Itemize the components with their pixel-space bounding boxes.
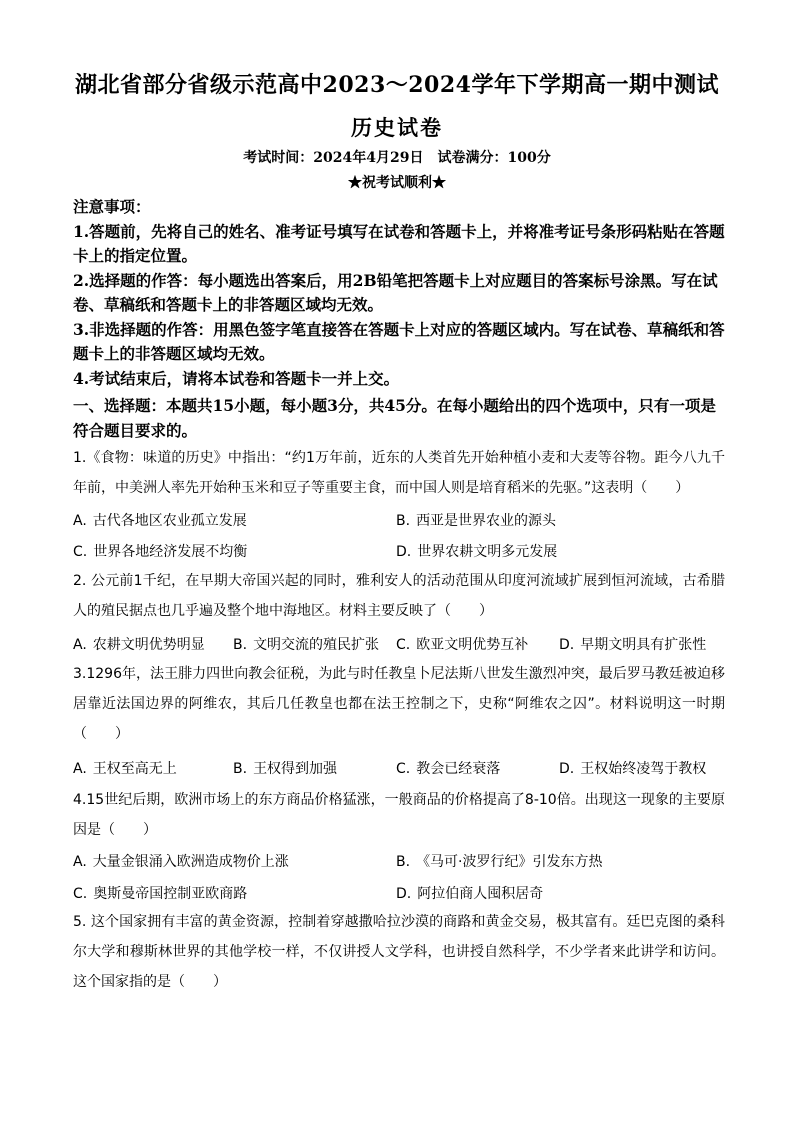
option-letter: C. xyxy=(73,544,88,560)
option-text: 王权得到加强 xyxy=(253,761,338,777)
option-text: 王权至高无上 xyxy=(92,761,177,777)
option-text: 农耕文明优势明显 xyxy=(92,637,205,653)
option-b xyxy=(233,758,337,778)
option-c xyxy=(73,883,247,903)
option-letter: D. xyxy=(396,886,412,902)
option-a xyxy=(73,510,247,530)
option-letter: C. xyxy=(396,637,411,653)
option-letter: A. xyxy=(73,637,87,653)
option-text: 西亚是世界农业的源头 xyxy=(416,513,557,529)
option-text: 奥斯曼帝国控制亚欧商路 xyxy=(93,886,248,902)
exam-title: 湖北省部分省级示范高中2023～2024学年下学期高一期中测试 xyxy=(75,72,719,98)
notes-heading: 注意事项： xyxy=(73,197,151,216)
question-1-stem: 1.《食物：味道的历史》中指出：“约1万年前，近东的人类首先开始种植小麦和大麦等谷物。距今八九千年前，中美洲人率先开始种玉米和豆子等重要主食，而中国人则是培育稻米的先驱。”这表明（ ） xyxy=(73,450,725,496)
option-d xyxy=(559,758,706,778)
option-letter: B. xyxy=(233,761,248,777)
option-letter: A. xyxy=(73,513,87,529)
option-d xyxy=(559,634,706,654)
option-c xyxy=(396,758,500,778)
blessing-line: ★祝考试顺利★ xyxy=(348,175,446,191)
exam-info: 考试时间：2024年4月29日 试卷满分：100分 xyxy=(243,150,551,166)
option-letter: C. xyxy=(396,761,411,777)
option-a xyxy=(73,634,205,654)
subject-title: 历史试卷 xyxy=(351,115,443,140)
note-item: 4.考试结束后，请将本试卷和答题卡一并上交。 xyxy=(73,368,400,388)
section-heading: 一、选择题：本题共15小题，每小题3分，共45分。在每小题给出的四个选项中，只有一项是符合题目要求的。 xyxy=(73,396,716,440)
option-text: 《马可·波罗行纪》引发东方热 xyxy=(416,854,603,870)
question-2-stem: 2. 公元前1千纪，在早期大帝国兴起的同时，雅利安人的活动范围从印度河流域扩展到恒河流域，古希腊人的殖民据点也几乎遍及整个地中海地区。材料主要反映了（ ） xyxy=(73,573,725,619)
option-text: 早期文明具有扩张性 xyxy=(580,637,707,653)
option-a xyxy=(73,758,177,778)
option-letter: D. xyxy=(559,761,575,777)
option-letter: D. xyxy=(559,637,575,653)
option-a xyxy=(73,851,289,871)
note-item: 2.选择题的作答：每小题选出答案后，用2B铅笔把答题卡上对应题目的答案标号涂黑。写在试卷、草稿纸和答题卡上的非答题区域均无效。 xyxy=(73,270,718,314)
option-text: 阿拉伯商人囤积居奇 xyxy=(417,886,544,902)
option-text: 世界各地经济发展不均衡 xyxy=(93,544,248,560)
option-letter: B. xyxy=(233,637,248,653)
option-text: 欧亚文明优势互补 xyxy=(416,637,529,653)
option-text: 王权始终凌驾于教权 xyxy=(580,761,707,777)
note-item: 1.答题前，先将自己的姓名、准考证号填写在试卷和答题卡上，并将准考证号条形码粘贴在答题卡上的指定位置。 xyxy=(73,221,725,265)
option-text: 教会已经衰落 xyxy=(416,761,501,777)
option-letter: B. xyxy=(396,854,411,870)
option-letter: A. xyxy=(73,854,87,870)
option-text: 古代各地区农业孤立发展 xyxy=(92,513,247,529)
question-4-stem: 4.15世纪后期，欧洲市场上的东方商品价格猛涨，一般商品的价格提高了8-10倍。出现这一现象的主要原因是（ ） xyxy=(73,792,725,838)
option-c xyxy=(73,541,247,561)
option-d xyxy=(396,541,557,561)
option-text: 文明交流的殖民扩张 xyxy=(253,637,380,653)
option-text: 世界农耕文明多元发展 xyxy=(417,544,558,560)
option-letter: D. xyxy=(396,544,412,560)
option-letter: C. xyxy=(73,886,88,902)
notes-block xyxy=(73,195,725,391)
option-d xyxy=(396,883,543,903)
note-item: 3.非选择题的作答：用黑色签字笔直接答在答题卡上对应的答题区域内。写在试卷、草稿纸和答题卡上的非答题区域均无效。 xyxy=(73,319,725,363)
question-5-stem: 5. 这个国家拥有丰富的黄金资源，控制着穿越撒哈拉沙漠的商路和黄金交易，极其富有。廷巴克图的桑科尔大学和穆斯林世界的其他学校一样，不仅讲授人文学科，也讲授自然科学，不少学者来此讲学和访问。这个国家指的是（ ） xyxy=(73,914,725,990)
option-b xyxy=(396,510,556,530)
option-c xyxy=(396,634,528,654)
option-b xyxy=(396,851,603,871)
option-b xyxy=(233,634,379,654)
option-letter: B. xyxy=(396,513,411,529)
option-text: 大量金银涌入欧洲造成物价上涨 xyxy=(92,854,289,870)
option-letter: A. xyxy=(73,761,87,777)
question-3-stem: 3.1296年，法王腓力四世向教会征税，为此与时任教皇卜尼法斯八世发生激烈冲突，最后罗马教廷被迫移居靠近法国边界的阿维农，其后几任教皇也都在法王控制之下，史称“阿维农之囚”。材料说明这一时期（ ） xyxy=(73,666,725,742)
